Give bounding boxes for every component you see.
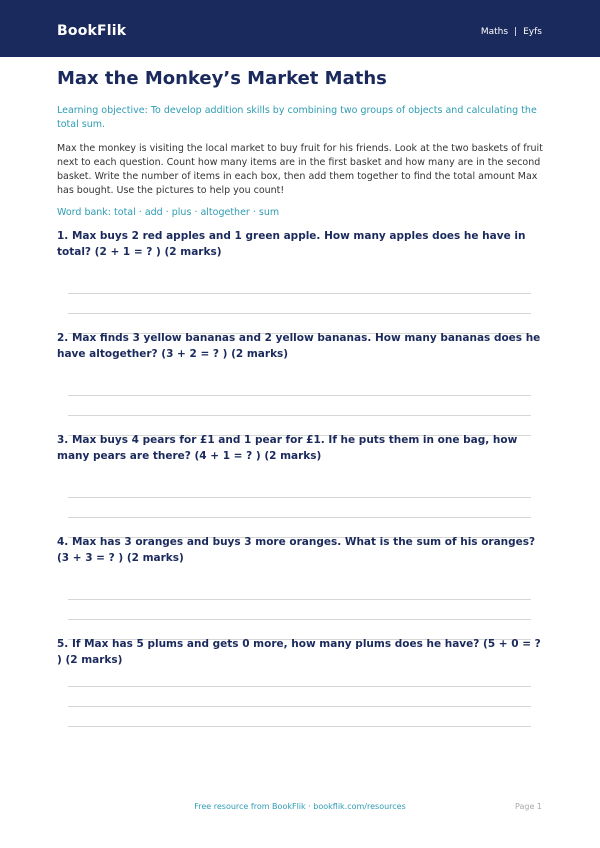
- question-4: 4. Max has 3 oranges and buys 3 more oranges. What is the sum of his oranges? (3 + 3 = ? ) (2 marks): [57, 536, 536, 564]
- question-5: 5. If Max has 5 plums and gets 0 more, how many plums does he have? (5 + 0 = ? ) (2 marks): [57, 638, 541, 666]
- answer-line[interactable]: [68, 415, 531, 416]
- answer-line[interactable]: [68, 313, 531, 314]
- answer-line[interactable]: [68, 293, 531, 294]
- page-number: Page 1: [515, 802, 542, 811]
- answer-line[interactable]: [68, 599, 531, 600]
- question-2: 2. Max finds 3 yellow bananas and 2 yellow bananas. How many bananas does he have altogether? (3 + 2 = ? ) (2 marks): [57, 332, 541, 360]
- answer-line[interactable]: [68, 497, 531, 498]
- answer-line[interactable]: [68, 517, 531, 518]
- answer-line[interactable]: [68, 395, 531, 396]
- answer-line[interactable]: [68, 706, 531, 707]
- footer-resource-link[interactable]: Free resource from BookFlik · bookflik.com/resources: [194, 802, 406, 811]
- question-1: 1. Max buys 2 red apples and 1 green apple. How many apples does he have in total? (2 + 1 = ? ) (2 marks): [57, 230, 526, 258]
- word-bank: Word bank: total · add · plus · altogether · sum: [57, 207, 280, 218]
- answer-line[interactable]: [68, 619, 531, 620]
- learning-objective: Learning objective: To develop addition skills by combining two groups of objects and calculating the total sum.: [57, 105, 537, 130]
- answer-line[interactable]: [68, 686, 531, 687]
- subject-label: Maths: [480, 27, 509, 37]
- level-label: Eyfs: [523, 27, 542, 37]
- intro-paragraph: Max the monkey is visiting the local market to buy fruit for his friends. Look at the two baskets of fruit next to each question. Count how many items are in the first basket and how many are in the second basket. Write the number of items in each box, then add them together to find the total amount Max has bought. Use the pictures to help you count!: [57, 143, 543, 196]
- worksheet-content: [57, 57, 543, 220]
- answer-line[interactable]: [68, 726, 531, 727]
- page-title: Max the Monkey’s Market Maths: [57, 68, 387, 89]
- header-separator: |: [514, 27, 518, 37]
- header-meta: [481, 27, 542, 37]
- question-3: 3. Max buys 4 pears for £1 and 1 pear for £1. If he puts them in one bag, how many pears are there? (4 + 1 = ? ) (2 marks): [57, 434, 518, 462]
- page-header: [0, 0, 600, 57]
- brand-logo-text[interactable]: BookFlik: [57, 23, 127, 39]
